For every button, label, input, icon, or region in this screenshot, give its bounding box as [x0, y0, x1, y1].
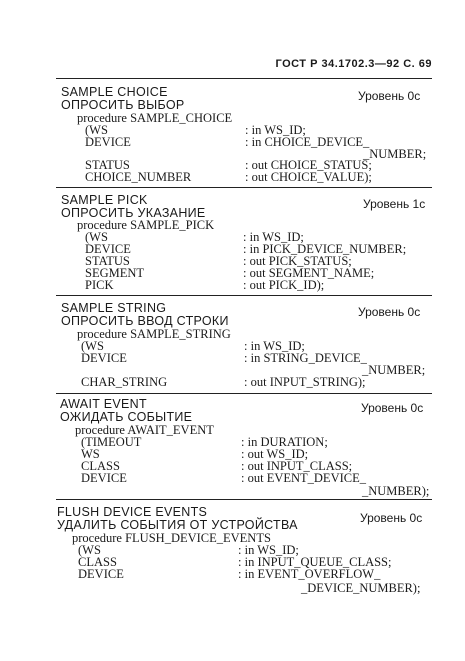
param-type: : in WS_ID;: [238, 543, 299, 557]
param-name: DEVICE: [81, 351, 127, 365]
section-divider: [56, 295, 432, 296]
param-type: : out SEGMENT_NAME;: [243, 266, 375, 280]
param-name: (WS: [78, 543, 101, 557]
param-name: STATUS: [85, 158, 130, 172]
procedure-name: procedure SAMPLE_STRING: [77, 327, 231, 341]
param-name: CLASS: [81, 459, 120, 473]
param-type: : out EVENT_DEVICE_: [241, 471, 366, 485]
param-type: : out PICK_ID);: [243, 278, 325, 292]
procedure-name: procedure AWAIT_EVENT: [75, 423, 214, 437]
param-type: : in DURATION;: [241, 435, 328, 449]
param-name: CHAR_STRING: [81, 375, 168, 389]
param-name: DEVICE: [78, 567, 124, 581]
level-label: Уровень 0с: [361, 401, 424, 415]
block-title: SAMPLE PICK: [61, 193, 148, 207]
param-name: (WS: [81, 339, 104, 353]
param-type: : out WS_ID;: [241, 447, 309, 461]
param-name: PICK: [85, 278, 114, 292]
param-type-continuation: _NUMBER;: [363, 147, 427, 161]
block-subtitle: ОПРОСИТЬ ВВОД СТРОКИ: [61, 314, 229, 328]
param-name: (TIMEOUT: [81, 435, 142, 449]
param-name: STATUS: [85, 254, 130, 268]
param-name: (WS: [85, 123, 108, 137]
param-type: : in INPUT_QUEUE_CLASS;: [238, 555, 392, 569]
param-type: : out INPUT_CLASS;: [241, 459, 353, 473]
param-type: : in EVENT_OVERFLOW_: [238, 567, 381, 581]
param-type: : out CHOICE_VALUE);: [245, 170, 372, 184]
procedure-name: procedure FLUSH_DEVICE_EVENTS: [72, 531, 271, 545]
block-subtitle: УДАЛИТЬ СОБЫТИЯ ОТ УСТРОЙСТВА: [57, 518, 298, 532]
procedure-name: procedure SAMPLE_CHOICE: [77, 111, 233, 125]
param-type-continuation: _NUMBER;: [362, 363, 426, 377]
param-type-continuation: _DEVICE_NUMBER);: [301, 581, 421, 595]
param-type: : in PICK_DEVICE_NUMBER;: [243, 242, 407, 256]
block-title: SAMPLE CHOICE: [61, 85, 168, 99]
block-subtitle: ОЖИДАТЬ СОБЫТИЕ: [60, 410, 193, 424]
param-type-continuation: _NUMBER);: [362, 484, 430, 498]
section-divider: [56, 78, 432, 79]
param-name: WS: [81, 447, 100, 461]
procedure-name: procedure SAMPLE_PICK: [77, 218, 215, 232]
section-divider: [56, 393, 432, 394]
level-label: Уровень 1с: [363, 197, 426, 211]
param-type: : in CHOICE_DEVICE_: [245, 135, 370, 149]
param-type: : in WS_ID;: [243, 230, 304, 244]
param-name: DEVICE: [85, 242, 131, 256]
param-type: : in STRING_DEVICE_: [244, 351, 367, 365]
level-label: Уровень 0с: [358, 305, 421, 319]
param-name: (WS: [85, 230, 108, 244]
param-type: : out INPUT_STRING);: [244, 375, 366, 389]
param-name: CHOICE_NUMBER: [85, 170, 192, 184]
param-name: DEVICE: [81, 471, 127, 485]
block-title: SAMPLE STRING: [61, 301, 167, 315]
param-name: CLASS: [78, 555, 117, 569]
page-header: ГОСТ Р 34.1702.3—92 С. 69: [275, 58, 432, 70]
param-type: : out CHOICE_STATUS;: [245, 158, 372, 172]
block-title: FLUSH DEVICE EVENTS: [57, 505, 208, 519]
param-type: : in WS_ID;: [245, 123, 306, 137]
section-divider: [56, 187, 432, 188]
block-title: AWAIT EVENT: [60, 397, 147, 411]
level-label: Уровень 0с: [358, 89, 421, 103]
param-type: : out PICK_STATUS;: [243, 254, 352, 268]
param-name: SEGMENT: [85, 266, 145, 280]
block-subtitle: ОПРОСИТЬ УКАЗАНИЕ: [61, 206, 206, 220]
block-subtitle: ОПРОСИТЬ ВЫБОР: [61, 98, 185, 112]
level-label: Уровень 0с: [360, 511, 423, 525]
param-name: DEVICE: [85, 135, 131, 149]
param-type: : in WS_ID;: [244, 339, 305, 353]
section-divider: [56, 499, 432, 500]
